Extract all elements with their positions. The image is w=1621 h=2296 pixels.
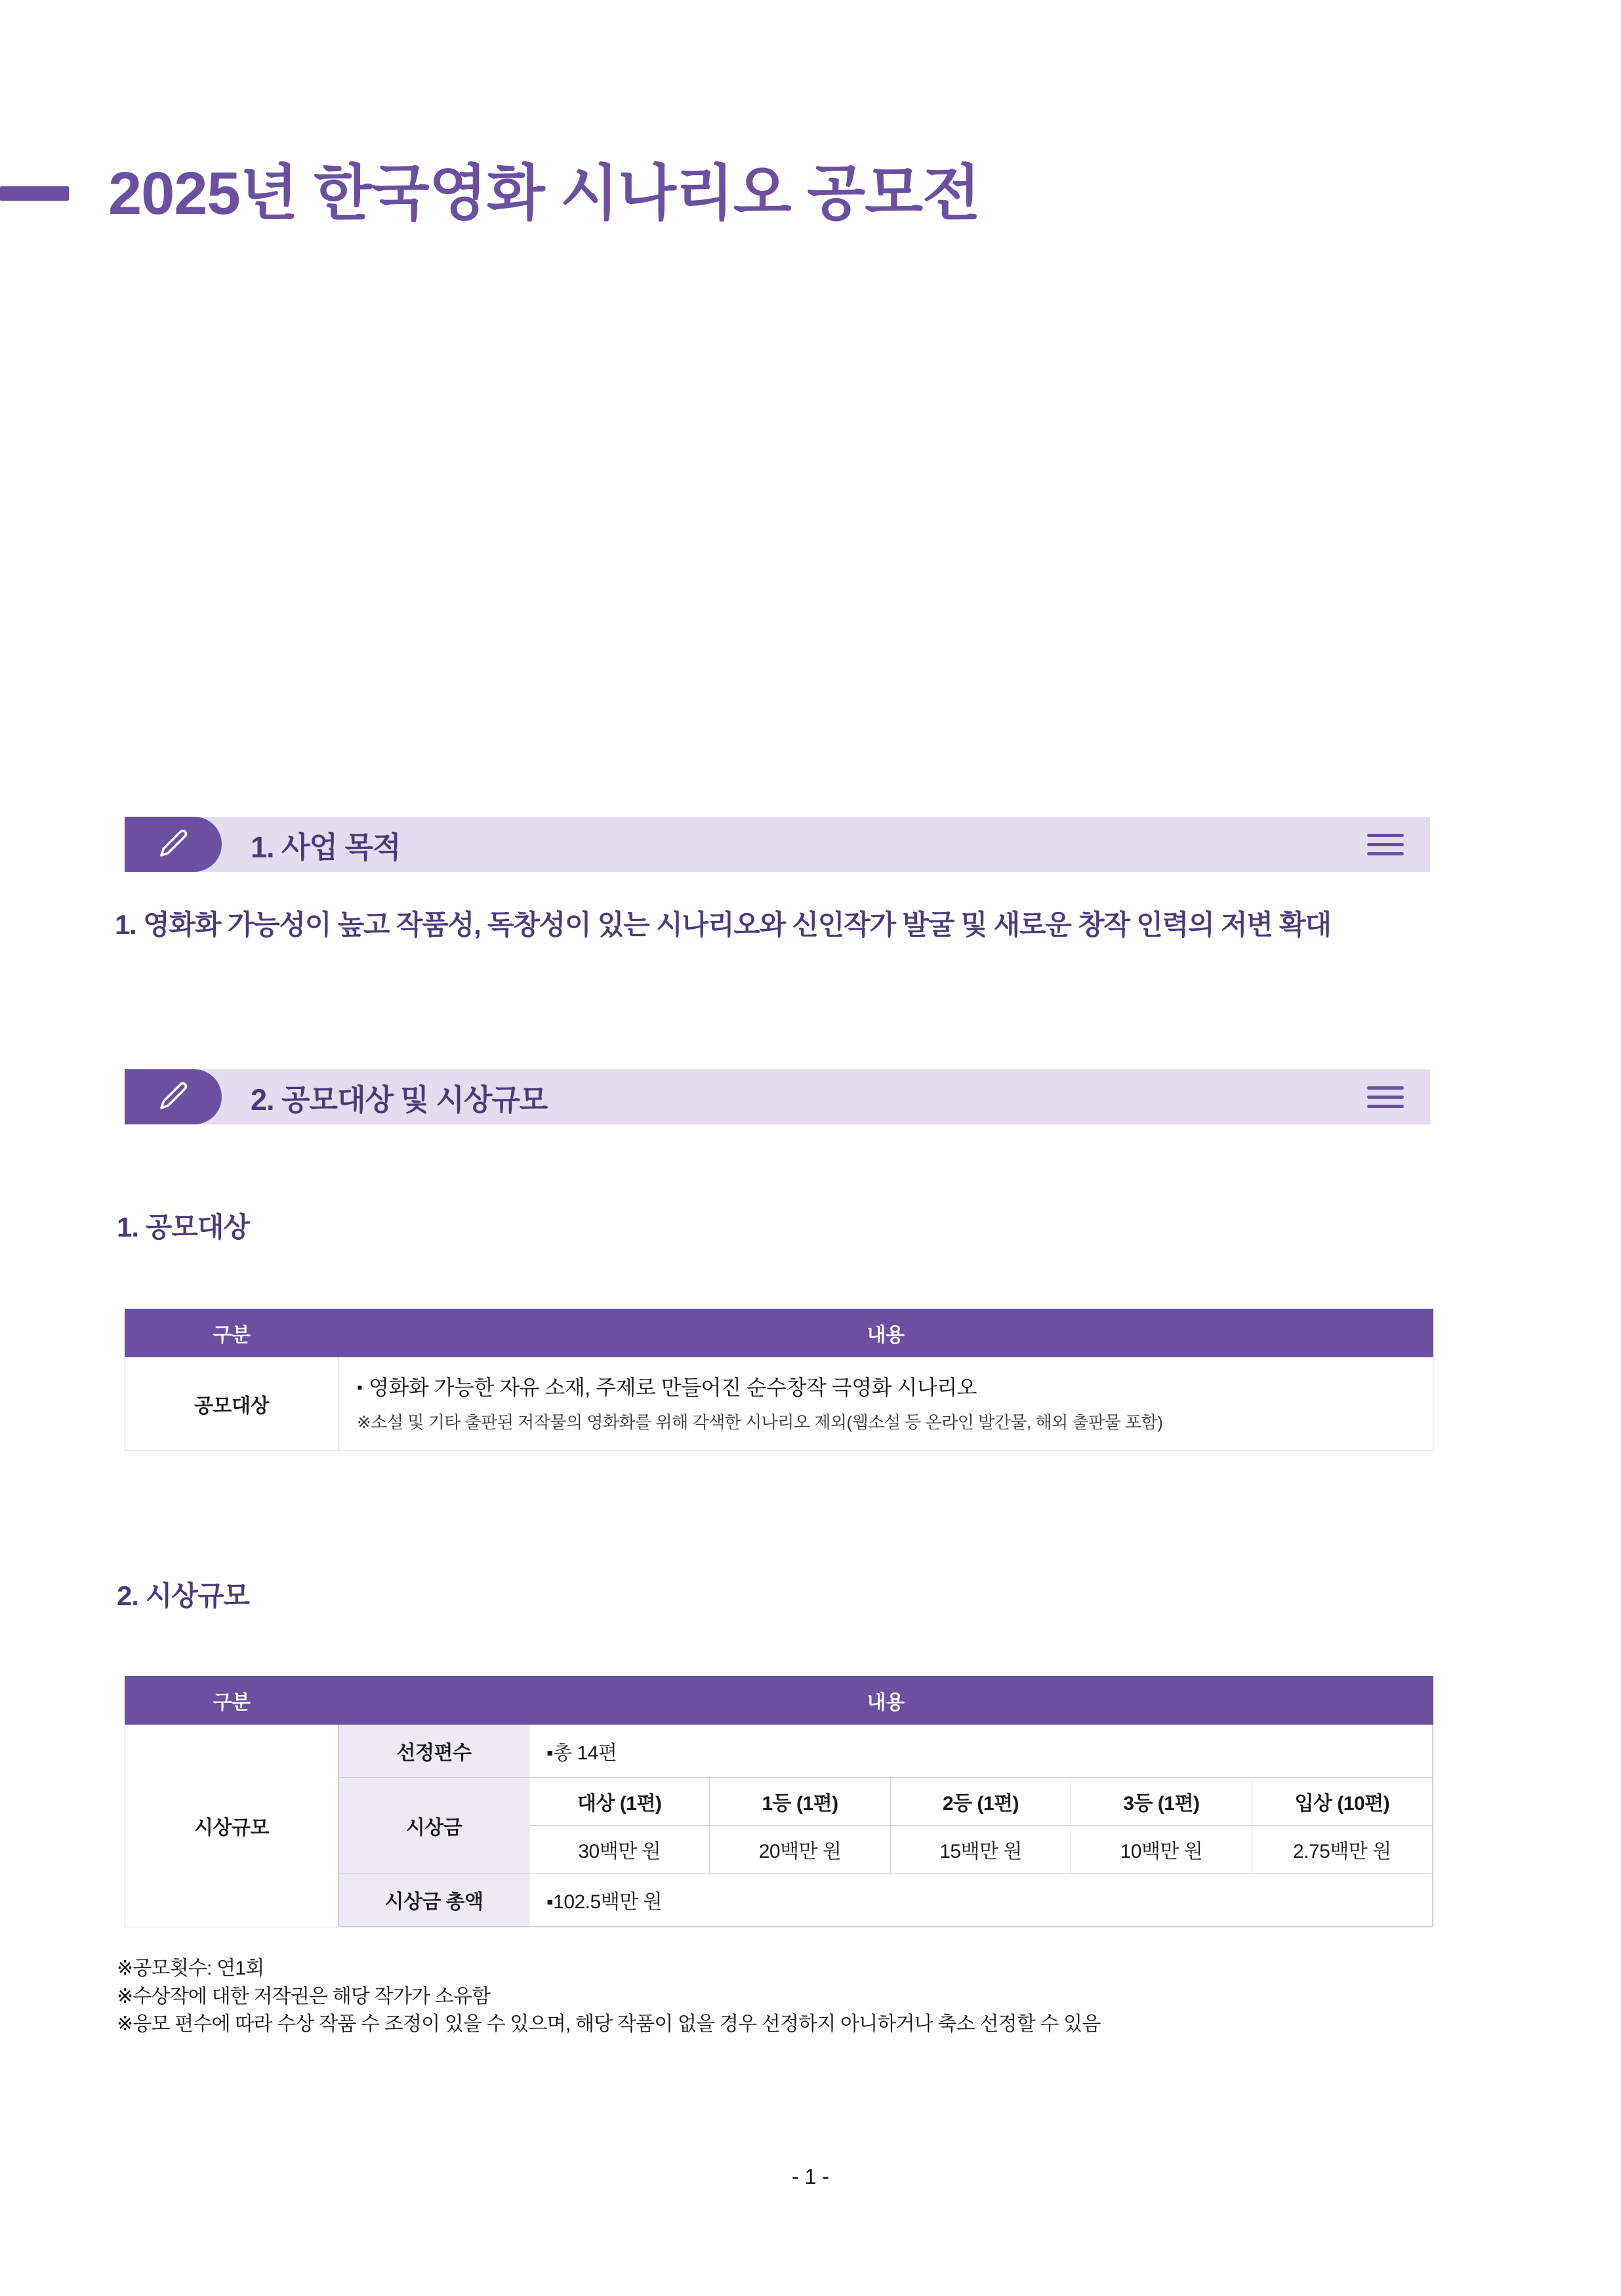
prize-header-4: 입상 (10편) — [1252, 1778, 1432, 1826]
target-table-col-1: 내용 — [339, 1309, 1433, 1357]
pencil-icon — [155, 827, 191, 862]
target-bullet-text: 영화화 가능한 자유 소재, 주제로 만들어진 순수창작 극영화 시나리오 — [369, 1376, 977, 1399]
target-note: ※소설 및 기타 출판된 저작물의 영화화를 위해 각색한 시나리오 제외(웹소설 등 온라인 발간물, 해외 출판물 포함) — [357, 1412, 1163, 1432]
section-icon-tab-2 — [125, 1069, 222, 1124]
prize-value-1: 20백만 원 — [710, 1826, 890, 1874]
section-header-target — [125, 1069, 1430, 1124]
prize-table-col-1: 내용 — [339, 1677, 1433, 1725]
prize-money-header-row — [339, 1778, 1433, 1826]
section-icon-tab — [125, 817, 222, 872]
prize-header-2: 2등 (1편) — [890, 1778, 1071, 1826]
selected-count-value-cell — [529, 1725, 1433, 1778]
page-number: - 1 - — [792, 2165, 829, 2188]
prize-row-label: 시상규모 — [125, 1725, 339, 1927]
square-bullet-icon: ▪ — [357, 1379, 363, 1397]
square-bullet-icon: ▪ — [546, 1891, 554, 1913]
selected-count-value: 총 14편 — [553, 1742, 617, 1764]
hamburger-icon[interactable] — [1367, 828, 1404, 861]
subheading-prize: 2. 시상규모 — [117, 1580, 249, 1611]
target-bullet-line — [357, 1372, 1414, 1403]
target-table-col-0: 구분 — [125, 1309, 339, 1357]
selected-count-row — [339, 1725, 1433, 1778]
square-bullet-icon: ▪ — [546, 1742, 554, 1764]
page-title-row — [0, 141, 1621, 246]
purpose-paragraph-text: 영화화 가능성이 높고 작품성, 독창성이 있는 시나리오와 신인작가 발굴 및 새로운 창작 인력의 저변 확대 — [143, 909, 1331, 940]
section-title-target: 2. 공모대상 및 시상규모 — [251, 1082, 548, 1117]
prize-value-0: 30백만 원 — [529, 1826, 710, 1874]
prize-inner-table — [339, 1725, 1433, 1927]
prize-table-col-0: 구분 — [125, 1677, 339, 1725]
prize-header-0: 대상 (1편) — [529, 1778, 710, 1826]
table-row — [125, 1725, 1433, 1927]
prize-header-1: 1등 (1편) — [710, 1778, 890, 1826]
prize-value-3: 10백만 원 — [1071, 1826, 1252, 1874]
subheading-target: 1. 공모대상 — [117, 1212, 249, 1242]
prize-money-label: 시상금 — [339, 1778, 529, 1874]
title-dash-decoration — [0, 186, 69, 201]
prize-total-value: 102.5백만 원 — [553, 1891, 662, 1913]
prize-total-row — [339, 1874, 1433, 1927]
section-header-purpose — [125, 817, 1430, 872]
purpose-paragraph-number: 1. — [115, 909, 136, 940]
hamburger-icon[interactable] — [1367, 1080, 1404, 1114]
table-header-row — [125, 1677, 1433, 1725]
prize-row-content — [339, 1725, 1433, 1927]
target-table — [125, 1309, 1433, 1450]
prize-value-4: 2.75백만 원 — [1252, 1826, 1432, 1874]
table-row — [125, 1357, 1433, 1450]
prize-total-value-cell — [529, 1874, 1433, 1927]
section-title-purpose: 1. 사업 목적 — [251, 830, 401, 864]
footnote-1: ※수상작에 대한 저작권은 해당 작가가 소유함 — [117, 1985, 491, 2007]
page-title: 2025년 한국영화 시나리오 공모전 — [108, 160, 980, 227]
prize-value-2: 15백만 원 — [890, 1826, 1071, 1874]
footnote-2: ※응모 편수에 따라 수상 작품 수 조정이 있을 수 있으며, 해당 작품이 없을 경우 선정하지 아니하거나 축소 선정할 수 있음 — [117, 2013, 1101, 2036]
prize-header-3: 3등 (1편) — [1071, 1778, 1252, 1826]
selected-count-label: 선정편수 — [339, 1725, 529, 1778]
footnotes — [117, 1955, 1468, 2039]
table-header-row — [125, 1309, 1433, 1357]
prize-total-label: 시상금 총액 — [339, 1874, 529, 1927]
prize-table — [125, 1676, 1433, 1927]
footnote-0: ※공모횟수: 연1회 — [117, 1958, 264, 1979]
purpose-paragraph — [115, 905, 1453, 945]
target-row-label: 공모대상 — [125, 1357, 339, 1450]
pencil-icon — [155, 1079, 191, 1115]
target-row-content — [339, 1357, 1433, 1450]
